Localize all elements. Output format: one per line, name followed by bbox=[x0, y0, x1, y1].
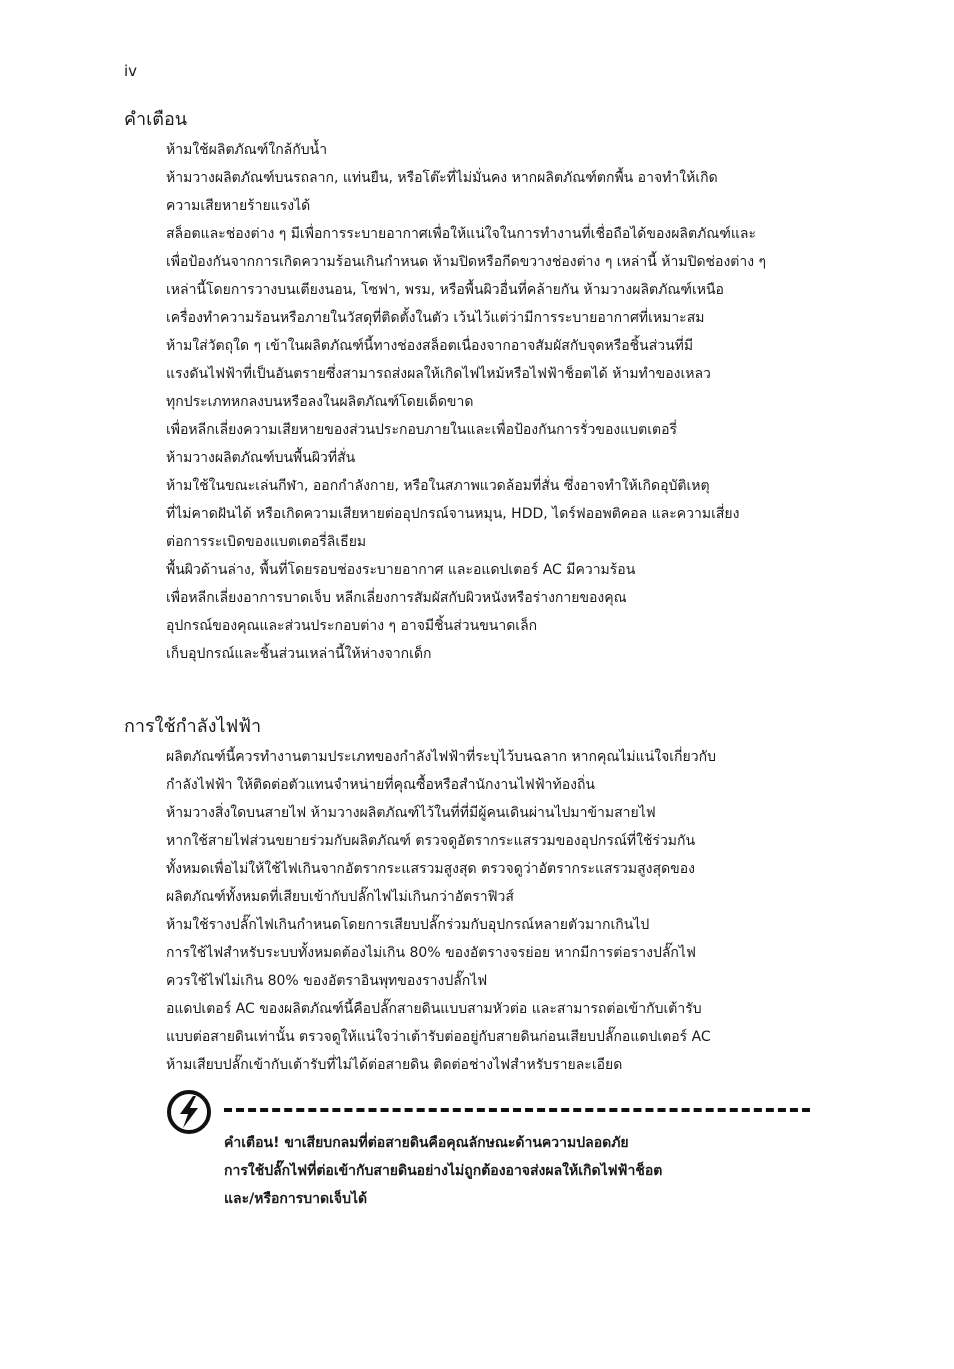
power-line: แบบต่อสายดินเท่านั้น ตรวจดูให้แน่ใจว่าเต้ารับต่ออยู่กับสายดินก่อนเสียบปลั๊กอแดปเตอร์ AC bbox=[166, 1029, 711, 1045]
power-line: ห้ามใช้รางปลั๊กไฟเกินกำหนดโดยการเสียบปลั๊กร่วมกับอุปกรณ์หลายตัวมากเกินไป bbox=[166, 917, 650, 933]
power-line: ห้ามวางสิ่งใดบนสายไฟ ห้ามวางผลิตภัณฑ์ไว้ในที่ที่มีผู้คนเดินผ่านไปมาข้ามสายไฟ bbox=[166, 805, 656, 821]
power-line: ผลิตภัณฑ์นี้ควรทำงานตามประเภทของกำลังไฟฟ้าที่ระบุไว้บนฉลาก หากคุณไม่แน่ใจเกี่ยวกับ bbox=[166, 749, 716, 765]
power-line: การใช้ไฟสำหรับระบบทั้งหมดต้องไม่เกิน 80% ของอัตรางจรย่อย หากมีการต่อรางปลั๊กไฟ bbox=[166, 945, 696, 961]
warnings-line: แรงดันไฟฟ้าที่เป็นอันตรายซึ่งสามารถส่งผลให้เกิดไฟไหม้หรือไฟฟ้าช็อตได้ ห้ามทำของเหลว bbox=[166, 366, 711, 382]
power-line: หากใช้สายไฟส่วนขยายร่วมกับผลิตภัณฑ์ ตรวจดูอัตรากระแสรวมของอุปกรณ์ที่ใช้ร่วมกัน bbox=[166, 833, 696, 849]
power-body bbox=[166, 743, 826, 1079]
warnings-line: เพื่อหลีกเลี่ยงความเสียหายของส่วนประกอบภายในและเพื่อป้องกันการรั่วของแบตเตอรี่ bbox=[166, 422, 678, 438]
warning-line: และ/หรือการบาดเจ็บได้ bbox=[224, 1191, 368, 1207]
power-line: อแดปเตอร์ AC ของผลิตภัณฑ์นี้คือปลั๊กสายดินแบบสามหัวต่อ และสามารถต่อเข้ากับเต้ารับ bbox=[166, 1001, 702, 1017]
warnings-line: ทุกประเภทหกลงบนหรือลงในผลิตภัณฑ์โดยเด็ดขาด bbox=[166, 394, 474, 410]
warning-note bbox=[224, 1129, 814, 1213]
warnings-line: เหล่านี้โดยการวางบนเตียงนอน, โซฟา, พรม, หรือพื้นผิวอื่นที่คล้ายกัน ห้ามวางผลิตภัณฑ์เหนือ bbox=[166, 282, 724, 298]
warnings-line: ห้ามใช้ในขณะเล่นกีฬา, ออกกำลังกาย, หรือในสภาพแวดล้อมที่สั่น ซึ่งอาจทำให้เกิดอุบัติเหตุ bbox=[166, 478, 710, 494]
warnings-line: ความเสียหายร้ายแรงได้ bbox=[166, 198, 311, 214]
power-line: ผลิตภัณฑ์ทั้งหมดที่เสียบเข้ากับปลั๊กไฟไม่เกินกว่าอัตราฟิวส์ bbox=[166, 889, 514, 905]
power-line: กำลังไฟฟ้า ให้ติดต่อตัวแทนจำหน่ายที่คุณซื้อหรือสำนักงานไฟฟ้าท้องถิ่น bbox=[166, 777, 595, 793]
warnings-line: ห้ามวางผลิตภัณฑ์บนพื้นผิวที่สั่น bbox=[166, 450, 356, 466]
warnings-line: เพื่อหลีกเลี่ยงอาการบาดเจ็บ หลีกเลี่ยงการสัมผัสกับผิวหนังหรือร่างกายของคุณ bbox=[166, 590, 627, 606]
page-number: iv bbox=[124, 62, 138, 80]
warnings-line: อุปกรณ์ของคุณและส่วนประกอบต่าง ๆ อาจมีชิ้นส่วนขนาดเล็ก bbox=[166, 618, 538, 634]
section-title-warnings: คำเตือน bbox=[124, 109, 188, 130]
warning-divider bbox=[224, 1108, 810, 1112]
warnings-body bbox=[166, 136, 826, 668]
power-line: ห้ามเสียบปลั๊กเข้ากับเต้ารับที่ไม่ได้ต่อสายดิน ติดต่อช่างไฟสำหรับรายละเอียด bbox=[166, 1057, 623, 1073]
section-title-power: การใช้กำลังไฟฟ้า bbox=[124, 716, 262, 737]
power-line: ควรใช้ไฟไม่เกิน 80% ของอัตราอินพุทของรางปลั๊กไฟ bbox=[166, 973, 488, 989]
warnings-line: ห้ามใช้ผลิตภัณฑ์ใกล้กับน้ำ bbox=[166, 142, 328, 158]
warnings-line: สล็อตและช่องต่าง ๆ มีเพื่อการระบายอากาศเพื่อให้แน่ใจในการทำงานที่เชื่อถือได้ของผลิตภัณฑ์และ bbox=[166, 226, 757, 242]
power-line: ทั้งหมดเพื่อไม่ให้ใช้ไฟเกินจากอัตรากระแสรวมสูงสุด ตรวจดูว่าอัตรากระแสรวมสูงสุดของ bbox=[166, 861, 695, 877]
warnings-line: ห้ามวางผลิตภัณฑ์บนรถลาก, แท่นยืน, หรือโต๊ะที่ไม่มั่นคง หากผลิตภัณฑ์ตกพื้น อาจทำให้เกิด bbox=[166, 170, 718, 186]
warnings-line: ห้ามใส่วัตถุใด ๆ เข้าในผลิตภัณฑ์นี้ทางช่องสล็อตเนื่องจากอาจสัมผัสกับจุดหรือชิ้นส่วนที่มี bbox=[166, 338, 694, 354]
warnings-line: ต่อการระเบิดของแบตเตอรี่ลิเธียม bbox=[166, 534, 367, 550]
warnings-line: เครื่องทำความร้อนหรือภายในวัสดุที่ติดตั้งในตัว เว้นไว้แต่ว่ามีการระบายอากาศที่เหมาะสม bbox=[166, 310, 705, 326]
warnings-line: เพื่อป้องกันจากการเกิดความร้อนเกินกำหนด ห้ามปิดหรือกีดขวางช่องต่าง ๆ เหล่านี้ ห้ามปิดช่องต่าง ๆ bbox=[166, 254, 767, 270]
warnings-line: เก็บอุปกรณ์และชิ้นส่วนเหล่านี้ให้ห่างจากเด็ก bbox=[166, 646, 432, 662]
warning-line: คำเตือน! ขาเสียบกลมที่ต่อสายดินคือคุณลักษณะด้านความปลอดภัย bbox=[224, 1135, 629, 1151]
warnings-line: พื้นผิวด้านล่าง, พื้นที่โดยรอบช่องระบายอากาศ และอแดปเตอร์ AC มีความร้อน bbox=[166, 562, 636, 578]
warning-line: การใช้ปลั๊กไฟที่ต่อเข้ากับสายดินอย่างไม่ถูกต้องอาจส่งผลให้เกิดไฟฟ้าช็อต bbox=[224, 1163, 663, 1179]
electric-shock-warning-icon bbox=[166, 1089, 212, 1135]
warnings-line: ที่ไม่คาดฝันได้ หรือเกิดความเสียหายต่ออุปกรณ์จานหมุน, HDD, ไดร์ฟออพติคอล และความเสี่ยง bbox=[166, 506, 740, 522]
